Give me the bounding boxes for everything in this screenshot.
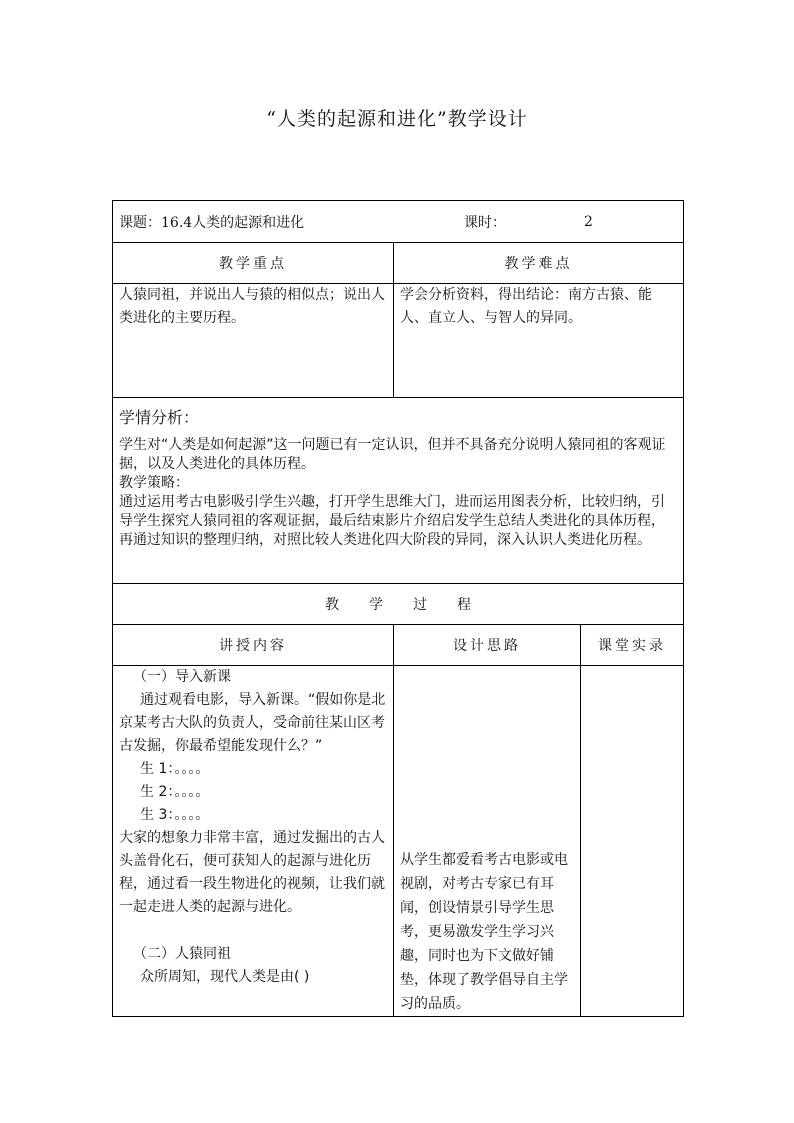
spacer xyxy=(119,919,387,943)
lesson-topic: 课题：16.4人类的起源和进化 xyxy=(119,214,305,231)
content-line: 通过观看电影，导入新课。“假如你是北京某考古大队的负责人，受命前往某山区考古发掘，你最希望能发现什么？” xyxy=(119,692,386,754)
teaching-content-cell xyxy=(113,666,394,1017)
difficulties-header: 教学难点 xyxy=(394,243,684,284)
content-line: 生 3：。。。。 xyxy=(140,807,210,823)
content-line: 大家的想象力非常丰富，通过发掘出的古人头盖骨化石，便可获知人的起源与进化历程，通过看一段生物进化的视频，让我们就一起走进人类的起源与进化。 xyxy=(119,830,385,915)
content-line: （一）导入新课 xyxy=(133,669,231,685)
key-points-text: 人猿同祖，并说出人与猿的相似点；说出人类进化的主要历程。 xyxy=(113,284,394,398)
difficulties-text: 学会分析资料，得出结论：南方古猿、能人、直立人、与智人的异同。 xyxy=(394,284,684,398)
content-line: 众所周知，现代人类是由( ) xyxy=(140,969,310,985)
process-columns-row xyxy=(113,625,684,666)
design-column-header: 设计思路 xyxy=(394,625,581,666)
focus-header-row xyxy=(113,243,684,284)
strategy-heading: 教学策略： xyxy=(119,475,189,491)
content-line: 生 2：。。。。 xyxy=(140,784,210,800)
class-record-cell xyxy=(581,666,684,1017)
lesson-info-row xyxy=(113,201,684,243)
content-column-header: 讲授内容 xyxy=(113,625,394,666)
analysis-row xyxy=(113,398,684,584)
design-rationale-text: 从学生都爱看考古电影或电视剧，对考古专家已有耳闻，创设情景引导学生思考，更易激发学生学习兴趣，同时也为下文做好铺垫，体现了教学倡导自主学习的品质。 xyxy=(394,666,581,1017)
student-analysis-text: 学生对“人类是如何起源”这一问题已有一定认识，但并不具备充分说明人猿同祖的客观证据，以及人类进化的具体历程。 xyxy=(119,437,666,472)
lesson-hours-value: 2 xyxy=(584,213,593,230)
strategy-text: 通过运用考古电影吸引学生兴趣，打开学生思维大门，进而运用图表分析，比较归纳，引导学生探究人猿同祖的客观证据，最后结束影片介绍启发学生总结人类进化的具体历程，再通过知识的整理归纳，对照比较人类进化四大阶段的异同，深入认识人类进化历程。 xyxy=(119,494,665,548)
process-header: 教学过程 xyxy=(325,597,502,613)
key-points-header: 教学重点 xyxy=(113,243,394,284)
content-line: 生 1：。。。。 xyxy=(140,761,210,777)
document-title: “人类的起源和进化”教学设计 xyxy=(266,108,528,130)
process-body-row xyxy=(113,666,684,1017)
student-analysis-heading: 学情分析： xyxy=(119,408,200,427)
record-column-header: 课堂实录 xyxy=(581,625,684,666)
content-line: （二）人猿同祖 xyxy=(133,946,231,962)
focus-content-row xyxy=(113,284,684,398)
process-header-row xyxy=(113,584,684,625)
lesson-plan-table xyxy=(112,200,684,1017)
lesson-hours-label: 课时： xyxy=(464,214,506,231)
